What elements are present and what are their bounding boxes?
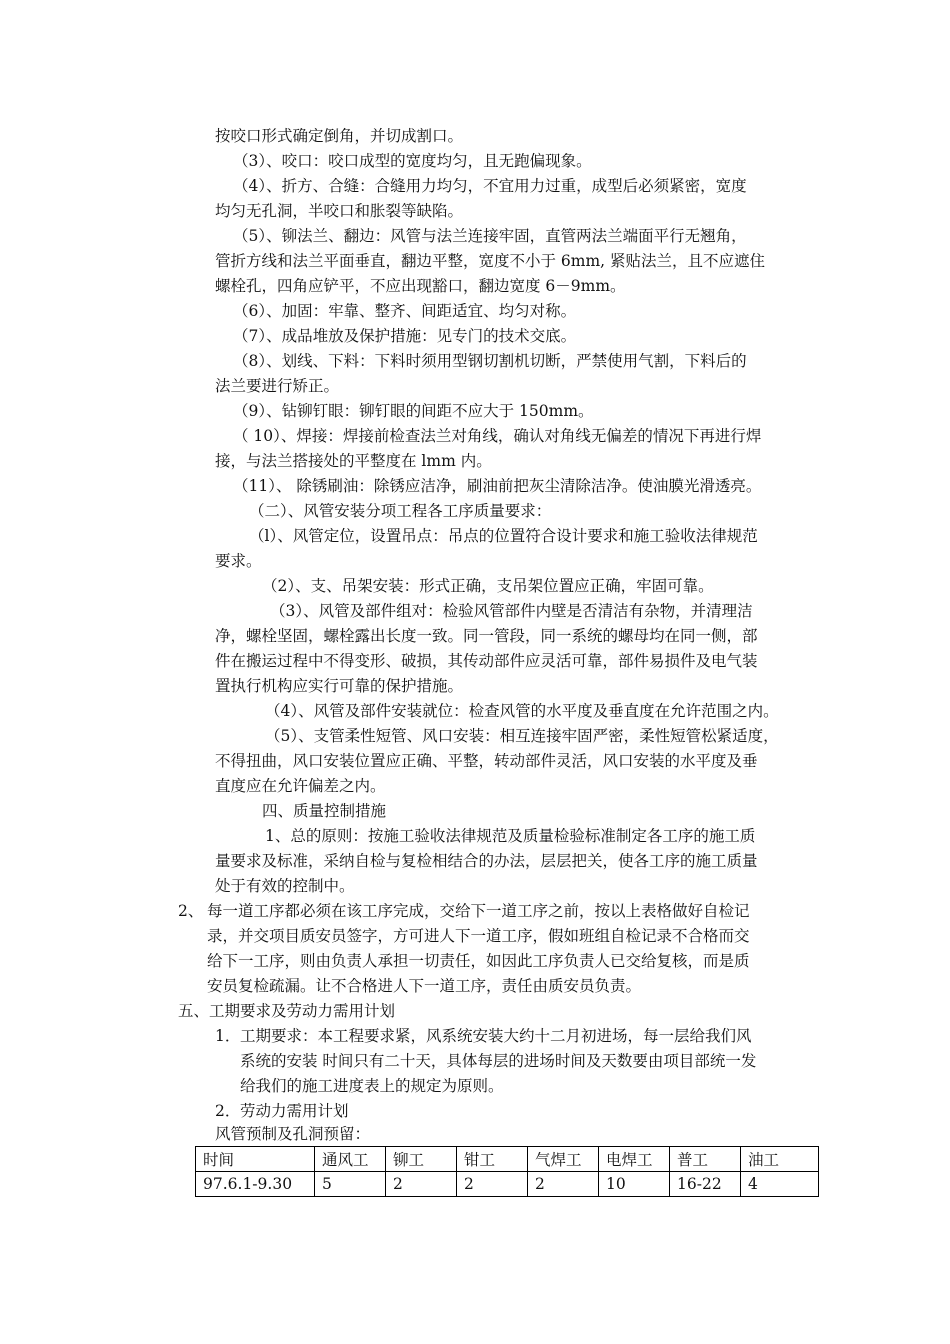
table-caption: 风管预制及孔洞预留： [215,1125,371,1143]
text-line: （3）、咬口：咬口成型的宽度均匀，且无跑偏现象。 [233,152,592,170]
table-cell: 10 [599,1172,670,1197]
text-line: 法兰要进行矫正。 [215,377,340,395]
text-line: 劳动力需用计划 [240,1102,349,1120]
text-line: 接，与法兰搭接处的平整度在 lmm 内。 [215,452,492,470]
table-cell: 16-22 [670,1172,741,1197]
text-line: 给下一工序，则由负责人承担一切责任，如因此工序负责人已交给复核，而是质 [207,952,750,970]
text-line: 录，并交项目质安员签字，方可进人下一道工序，假如班组自检记录不合格而交 [207,927,750,945]
text-line: 要求。 [215,552,262,570]
text-line: 置执行机构应实行可靠的保护措施。 [215,677,464,695]
text-line: 给我们的施工进度表上的规定为原则。 [240,1077,504,1095]
text-line: （7）、成品堆放及保护措施：见专门的技术交底。 [233,327,577,345]
section-heading: （二）、风管安装分项工程各工序质量要求： [249,502,552,520]
text-line: 按咬口形式确定倒角，并切成割口。 [215,127,464,145]
text-line: 工期要求：本工程要求紧，风系统安装大约十二月初进场，每一层给我们风 [240,1027,752,1045]
table-cell: 5 [315,1172,386,1197]
list-number: 2． [215,1102,241,1120]
text-line: 不得扭曲，风口安装位置应正确、平整，转动部件灵活，风口安装的水平度及垂 [215,752,758,770]
text-line: （8）、划线、下料：下料时须用型钢切割机切断，严禁使用气割，下料后的 [233,352,747,370]
text-line: 件在搬运过程中不得变形、破损，其传动部件应灵活可靠，部件易损件及电气装 [215,652,758,670]
text-line: 系统的安装 时间只有二十天，具体每层的进场时间及天数要由项目部统一发 [240,1052,757,1070]
text-line: （11）、 除锈刷油：除锈应洁净，刷油前把灰尘清除洁净。使油膜光滑透亮。 [233,477,762,495]
table-cell: 4 [741,1172,819,1197]
text-line: （9）、钻铆钉眼：铆钉眼的间距不应大于 150mm。 [233,402,594,420]
table-row [196,1172,819,1197]
section-heading: 四、质量控制措施 [262,802,387,820]
text-line: （4）、折方、合缝：合缝用力均匀，不宜用力过重，成型后必须紧密，宽度 [233,177,747,195]
header-cell: 普工 [670,1147,741,1172]
labor-plan-table [195,1146,819,1197]
text-line: 均匀无孔洞，半咬口和胀裂等缺陷。 [215,202,464,220]
text-line: 直度应在允许偏差之内。 [215,777,386,795]
header-cell: 油工 [741,1147,819,1172]
header-cell: 气焊工 [528,1147,599,1172]
header-cell: 铆工 [386,1147,457,1172]
text-line: （ 10）、焊接：焊接前检查法兰对角线，确认对角线无偏差的情况下再进行焊 [233,427,762,445]
table-cell: 97.6.1-9.30 [196,1172,315,1197]
text-line: （5）、支管柔性短管、风口安装：相互连接牢固严密，柔性短管松紧适度， [265,727,779,745]
text-line: 处于有效的控制中。 [215,877,355,895]
table-cell: 2 [386,1172,457,1197]
text-line: 量要求及标准，采纳自检与复检相结合的办法，层层把关，使各工序的施工质量 [215,852,758,870]
text-line: 每一道工序都必须在该工序完成，交给下一道工序之前，按以上表格做好自检记 [207,902,750,920]
text-line: （5）、铆法兰、翻边：风管与法兰连接牢固，直管两法兰端面平行无翘角， [233,227,747,245]
text-line: 螺栓孔，四角应铲平，不应出现豁口，翻边宽度 6－9mm。 [215,277,626,295]
text-line: （2）、支、吊架安装：形式正确，支吊架位置应正确，牢固可靠。 [262,577,714,595]
list-number: 1． [215,1027,241,1045]
text-line: （6）、加固：牢靠、整齐、间距适宜、均匀对称。 [233,302,577,320]
header-cell: 通风工 [315,1147,386,1172]
text-line: 1、总的原则：按施工验收法律规范及质量检验标准制定各工序的施工质 [265,827,756,845]
list-number: 2、 [178,902,204,920]
table-header-row [196,1147,819,1172]
text-line: （4）、风管及部件安装就位：检查风管的水平度及垂直度在允许范围之内。 [265,702,779,720]
text-line: （l）、风管定位，设置吊点：吊点的位置符合设计要求和施工验收法律规范 [249,527,758,545]
table-cell: 2 [457,1172,528,1197]
header-cell: 钳工 [457,1147,528,1172]
text-line: （3）、风管及部件组对：检验风管部件内壁是否清洁有杂物，并清理洁 [270,602,753,620]
section-heading: 五、工期要求及劳动力需用计划 [178,1002,396,1020]
table-cell: 2 [528,1172,599,1197]
text-line: 安员复检疏漏。让不合格进人下一道工序，责任由质安员负责。 [207,977,642,995]
text-line: 管折方线和法兰平面垂直，翻边平整，宽度不小于 6mm, 紧贴法兰，且不应遮住 [215,252,766,270]
header-cell: 时间 [196,1147,315,1172]
text-line: 净，螺栓坚固，螺栓露出长度一致。同一管段，同一系统的螺母均在同一侧，部 [215,627,758,645]
header-cell: 电焊工 [599,1147,670,1172]
